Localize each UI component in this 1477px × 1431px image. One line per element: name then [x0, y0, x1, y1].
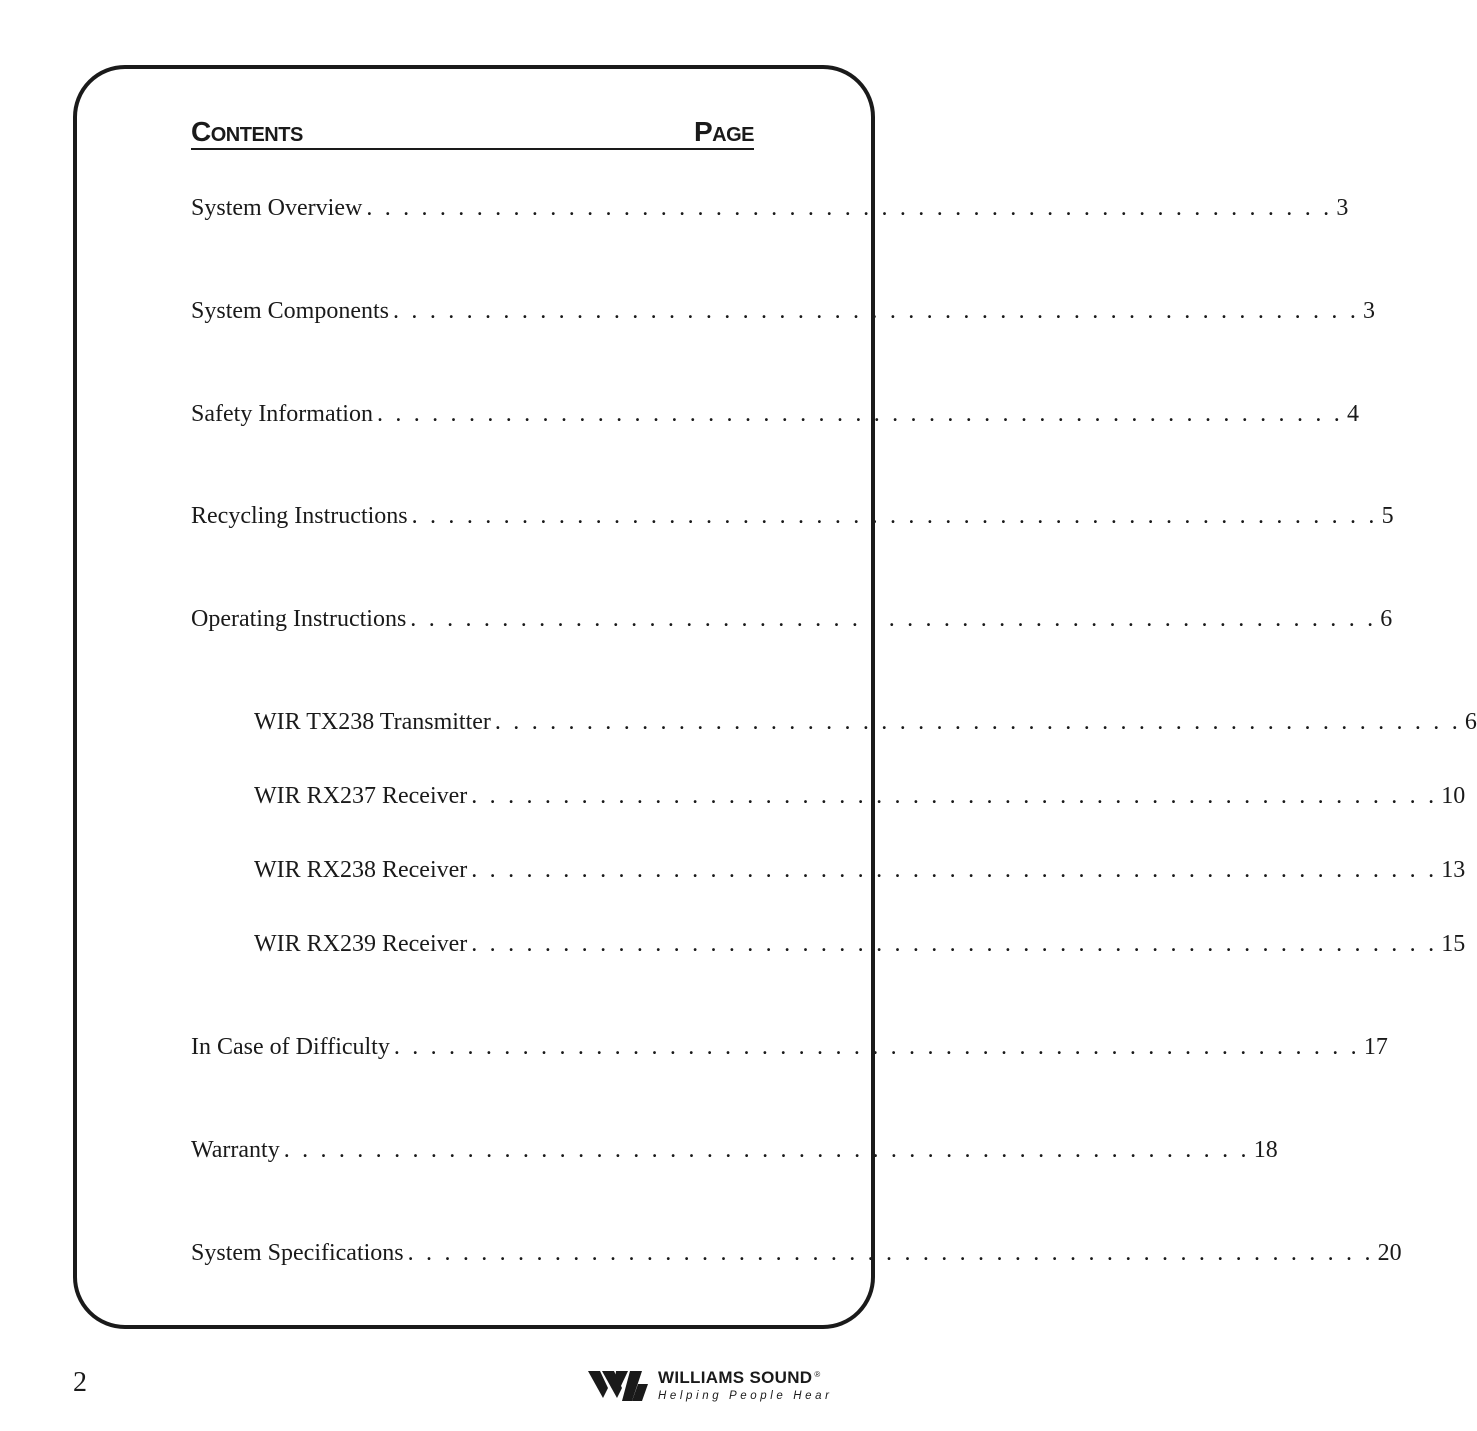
dot-leader: . . . . . . . . . . . . . . . . . . . . . . . . . . . . . . . . . . . . . . . . . . . . . . . . . . . . .: [393, 298, 1360, 324]
registered-mark: ®: [814, 1369, 821, 1379]
toc-entry-page: 3: [1363, 298, 1376, 324]
dot-leader: . . . . . . . . . . . . . . . . . . . . . . . . . . . . . . . . . . . . . . . . . . . . . . . . . . . . .: [471, 931, 1438, 957]
dot-leader: . . . . . . . . . . . . . . . . . . . . . . . . . . . . . . . . . . . . . . . . . . . . . . . . . . . . .: [471, 783, 1438, 809]
page-number: 2: [73, 1367, 87, 1398]
williams-sound-logo-icon: [588, 1368, 650, 1404]
toc-entry-wir-rx237-receiver[interactable]: [254, 783, 1466, 809]
toc-entry-page: 18: [1253, 1137, 1278, 1163]
dot-leader: . . . . . . . . . . . . . . . . . . . . . . . . . . . . . . . . . . . . . . . . . . . . . . . . . . . . .: [407, 1240, 1374, 1266]
toc-entry-title: WIR RX239 Receiver: [254, 931, 468, 957]
toc-entry-title: WIR RX238 Receiver: [254, 857, 468, 883]
toc-entry-title: System Overview: [191, 195, 363, 221]
toc-entry-in-case-of-difficulty[interactable]: [191, 1034, 1388, 1060]
dot-leader: . . . . . . . . . . . . . . . . . . . . . . . . . . . . . . . . . . . . . . . . . . . . . . . . . . . . .: [283, 1137, 1250, 1163]
toc-entry-page: 4: [1346, 401, 1359, 427]
toc-entry-page: 17: [1363, 1034, 1388, 1060]
logo-tagline: Helping People Hear: [658, 1390, 833, 1403]
toc-entry-wir-rx238-receiver[interactable]: [254, 857, 1466, 883]
toc-entry-title: In Case of Difficulty: [191, 1034, 390, 1060]
toc-entry-page: 5: [1381, 503, 1394, 529]
toc-entry-page: 20: [1377, 1240, 1402, 1266]
toc-entry-system-overview[interactable]: [191, 195, 1349, 221]
dot-leader: . . . . . . . . . . . . . . . . . . . . . . . . . . . . . . . . . . . . . . . . . . . . . . . . . . . . .: [471, 857, 1438, 883]
contents-heading: Contents: [191, 116, 303, 147]
table-of-contents: [191, 114, 1477, 1266]
williams-sound-logo: [588, 1366, 868, 1406]
toc-entry-operating-instructions[interactable]: [191, 606, 1393, 632]
toc-entry-title: Warranty: [191, 1137, 280, 1163]
toc-entry-title: Operating Instructions: [191, 606, 407, 632]
dot-leader: . . . . . . . . . . . . . . . . . . . . . . . . . . . . . . . . . . . . . . . . . . . . . . . . . . . . .: [366, 195, 1333, 221]
toc-entry-title: Recycling Instructions: [191, 503, 408, 529]
toc-entry-page: 13: [1441, 857, 1466, 883]
toc-entry-page: 15: [1441, 931, 1466, 957]
dot-leader: . . . . . . . . . . . . . . . . . . . . . . . . . . . . . . . . . . . . . . . . . . . . . . . . . . . . .: [494, 709, 1461, 735]
logo-text: [658, 1369, 833, 1403]
toc-entry-title: WIR RX237 Receiver: [254, 783, 468, 809]
toc-entry-warranty[interactable]: [191, 1137, 1278, 1163]
toc-entry-wir-rx239-receiver[interactable]: [254, 931, 1466, 957]
toc-entry-safety-information[interactable]: [191, 401, 1359, 427]
brand-name: WILLIAMS SOUND: [658, 1368, 813, 1388]
toc-entry-wir-tx238-transmitter[interactable]: [254, 709, 1477, 735]
toc-entry-page: 3: [1336, 195, 1349, 221]
toc-entry-system-components[interactable]: [191, 298, 1376, 324]
toc-entry-page: 10: [1441, 783, 1466, 809]
dot-leader: . . . . . . . . . . . . . . . . . . . . . . . . . . . . . . . . . . . . . . . . . . . . . . . . . . . . .: [393, 1034, 1360, 1060]
toc-entry-title: System Specifications: [191, 1240, 404, 1266]
toc-header: [191, 114, 754, 150]
page-heading: Page: [693, 116, 754, 147]
toc-entry-page: 6: [1380, 606, 1393, 632]
dot-leader: . . . . . . . . . . . . . . . . . . . . . . . . . . . . . . . . . . . . . . . . . . . . . . . . . . . . .: [410, 606, 1377, 632]
toc-entry-system-specifications[interactable]: [191, 1240, 1402, 1266]
toc-entry-page: 6: [1464, 709, 1477, 735]
toc-entry-title: System Components: [191, 298, 390, 324]
dot-leader: . . . . . . . . . . . . . . . . . . . . . . . . . . . . . . . . . . . . . . . . . . . . . . . . . . . . .: [411, 503, 1378, 529]
toc-entry-recycling-instructions[interactable]: [191, 503, 1394, 529]
logo-brand: [658, 1369, 833, 1386]
toc-entry-title: WIR TX238 Transmitter: [254, 709, 491, 735]
toc-entry-title: Safety Information: [191, 401, 373, 427]
dot-leader: . . . . . . . . . . . . . . . . . . . . . . . . . . . . . . . . . . . . . . . . . . . . . . . . . . . . .: [376, 401, 1343, 427]
